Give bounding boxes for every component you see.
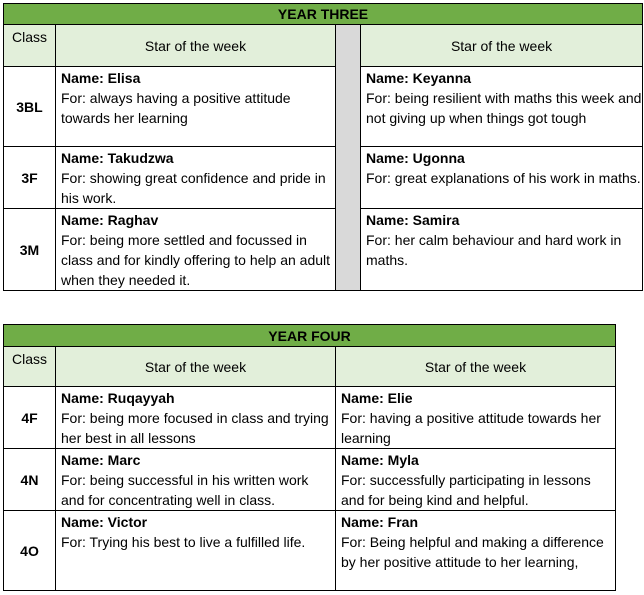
pupil-name: Name: Raghav	[61, 212, 159, 228]
award-reason: For: Being helpful and making a difference by her positive attitude to her learning,	[341, 534, 604, 570]
column-divider	[336, 25, 361, 291]
pupil-name: Name: Takudzwa	[61, 150, 174, 166]
award-entry	[336, 449, 616, 511]
award-entry	[361, 209, 643, 291]
award-reason: For: being more settled and focussed in class and for kindly offering to help an adult when they needed it.	[61, 232, 331, 288]
award-reason: For: always having a positive attitude towards her learning	[61, 90, 291, 126]
class-label: 4F	[4, 387, 56, 449]
award-entry	[56, 511, 336, 591]
award-entry	[361, 147, 643, 209]
award-entry	[336, 511, 616, 591]
class-label: 3BL	[4, 67, 56, 147]
award-reason: For: her calm behaviour and hard work in maths.	[366, 232, 622, 268]
star-header-left: Star of the week	[56, 25, 336, 67]
pupil-name: Name: Fran	[341, 514, 419, 530]
award-entry	[336, 387, 616, 449]
pupil-name: Name: Ruqayyah	[61, 390, 175, 406]
star-header-left: Star of the week	[56, 347, 336, 387]
award-entry	[56, 67, 336, 147]
star-header-right: Star of the week	[361, 25, 643, 67]
pupil-name: Name: Victor	[61, 514, 148, 530]
award-reason: For: successfully participating in lessons and for being kind and helpful.	[341, 472, 591, 508]
year-three-table	[3, 3, 643, 291]
award-reason: For: being more focused in class and trying her best in all lessons	[61, 410, 329, 446]
year-four-title: YEAR FOUR	[4, 325, 616, 347]
award-reason: For: being resilient with maths this week and not giving up when things got tough	[366, 90, 642, 126]
award-entry	[56, 209, 336, 291]
star-header-right: Star of the week	[336, 347, 616, 387]
award-reason: For: having a positive attitude towards her learning	[341, 410, 601, 446]
class-header: Class	[4, 347, 56, 387]
award-entry	[56, 387, 336, 449]
class-label: 3M	[4, 209, 56, 291]
year-four-table	[3, 324, 616, 591]
class-label: 3F	[4, 147, 56, 209]
year-three-title: YEAR THREE	[4, 4, 643, 25]
award-reason: For: Trying his best to live a fulfilled life.	[61, 534, 306, 550]
class-label: 4N	[4, 449, 56, 511]
class-header: Class	[4, 25, 56, 67]
pupil-name: Name: Samira	[366, 212, 460, 228]
award-entry	[361, 67, 643, 147]
pupil-name: Name: Myla	[341, 452, 419, 468]
pupil-name: Name: Elie	[341, 390, 413, 406]
class-label: 4O	[4, 511, 56, 591]
pupil-name: Name: Elisa	[61, 70, 141, 86]
pupil-name: Name: Marc	[61, 452, 141, 468]
award-entry	[56, 147, 336, 209]
award-reason: For: being successful in his written work and for concentrating well in class.	[61, 472, 309, 508]
pupil-name: Name: Ugonna	[366, 150, 465, 166]
award-entry	[56, 449, 336, 511]
pupil-name: Name: Keyanna	[366, 70, 472, 86]
award-reason: For: great explanations of his work in maths.	[366, 170, 641, 186]
award-reason: For: showing great confidence and pride in his work.	[61, 170, 326, 206]
